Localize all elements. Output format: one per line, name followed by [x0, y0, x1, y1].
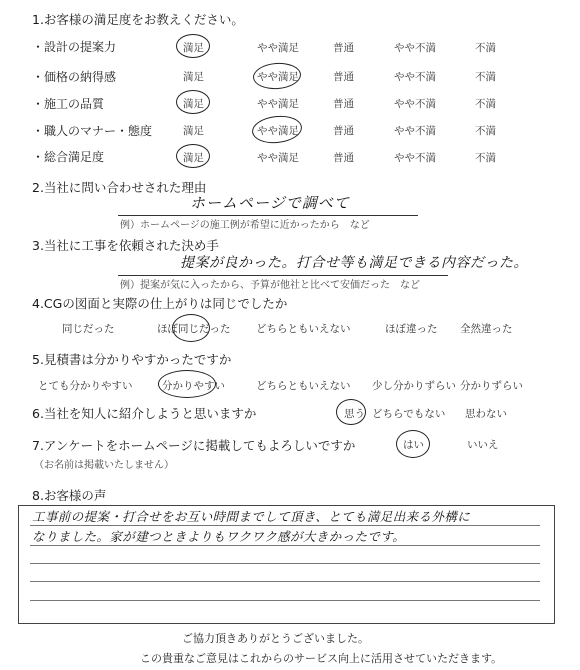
q1-option[interactable]: 満足 [183, 152, 204, 164]
q7-title: 7.アンケートをホームページに掲載してもよろしいですか [32, 438, 356, 453]
q4-option[interactable]: どちらともいえない [256, 323, 351, 335]
q7-option[interactable]: はい [403, 439, 424, 451]
q4-option[interactable]: ほぼ違った [385, 323, 438, 335]
selection-circle [172, 314, 210, 342]
q1-option[interactable]: 不満 [475, 42, 496, 54]
q2-handwritten-answer: ホームページで調べて [190, 194, 350, 212]
q2-example: 例）ホームページの施工例が希望に近かったから など [120, 220, 370, 231]
writing-line [30, 600, 540, 601]
q1-row-label: ・施工の品質 [32, 97, 105, 111]
q6-option[interactable]: 思う [344, 408, 365, 420]
q5-option[interactable]: 分かりずらい [460, 380, 523, 392]
footer-note: この貴重なご意見はこれからのサービス向上に活用させていただきます。 [140, 652, 503, 665]
q1-option[interactable]: 満足 [183, 42, 204, 54]
footer-thanks: ご協力頂きありがとうございました。 [182, 632, 369, 645]
selection-circle [176, 144, 210, 168]
q2-title: 2.当社に問い合わせされた理由 [32, 180, 207, 195]
selection-circle [176, 90, 210, 114]
selection-circle [158, 370, 216, 398]
q6-title: 6.当社を知人に紹介しようと思いますか [32, 406, 257, 421]
q1-row-label: ・職人のマナー・態度 [32, 124, 153, 138]
selection-circle [252, 61, 302, 90]
selection-circle [176, 34, 210, 58]
q1-option[interactable]: 不満 [475, 152, 496, 164]
q8-comment-line: 工事前の提案・打合せをお互い時間までして頂き、とても満足出来る外構に [32, 509, 471, 524]
q1-option[interactable]: 普通 [333, 152, 354, 164]
q4-option[interactable]: 同じだった [62, 323, 115, 335]
q1-option[interactable]: 普通 [333, 42, 354, 54]
writing-line [30, 545, 540, 546]
q3-handwritten-answer: 提案が良かった。打合せ等も満足できる内容だった。 [180, 255, 528, 271]
q1-option[interactable]: やや不満 [394, 71, 436, 83]
q4-title: 4.CGの図面と実際の仕上がりは同じでしたか [32, 296, 288, 311]
q4-option[interactable]: 全然違った [460, 323, 513, 335]
q1-option[interactable]: やや満足 [257, 71, 299, 83]
q5-option[interactable]: 少し分かりずらい [372, 380, 456, 392]
q8-title: 8.お客様の声 [32, 488, 107, 503]
q1-option[interactable]: やや不満 [394, 98, 436, 110]
q3-example: 例）提案が気に入ったから、予算が他社と比べて安価だった など [120, 280, 420, 291]
selection-circle [336, 399, 366, 425]
q1-option[interactable]: 普通 [333, 98, 354, 110]
q1-option[interactable]: 不満 [475, 98, 496, 110]
q7-option[interactable]: いいえ [467, 439, 499, 451]
q1-option[interactable]: やや不満 [394, 125, 436, 137]
q1-row-label: ・総合満足度 [32, 150, 105, 164]
q5-option[interactable]: とても分かりやすい [38, 380, 133, 392]
writing-line [30, 563, 540, 564]
q1-option[interactable]: やや満足 [257, 152, 299, 164]
q1-row-label: ・設計の提案力 [32, 40, 117, 54]
q1-option[interactable]: 満足 [183, 98, 204, 110]
q7-note: （お名前は掲載いたしません） [34, 460, 174, 471]
q6-option[interactable]: 思わない [465, 408, 507, 420]
q1-option[interactable]: やや不満 [394, 152, 436, 164]
selection-circle [396, 430, 430, 458]
q1-option[interactable]: 満足 [183, 125, 204, 137]
q5-option[interactable]: 分かりやすい [162, 380, 225, 392]
q3-title: 3.当社に工事を依頼された決め手 [32, 238, 219, 253]
q5-option[interactable]: どちらともいえない [256, 380, 351, 392]
q1-title: 1.お客様の満足度をお教えください。 [32, 12, 244, 27]
q1-option[interactable]: 不満 [475, 125, 496, 137]
q1-option[interactable]: やや不満 [394, 42, 436, 54]
q1-option[interactable]: 普通 [333, 125, 354, 137]
q1-option[interactable]: やや満足 [257, 125, 299, 137]
q1-option[interactable]: 満足 [183, 71, 204, 83]
q1-option[interactable]: 不満 [475, 71, 496, 83]
writing-line [30, 581, 540, 582]
q1-row-label: ・価格の納得感 [32, 70, 117, 84]
selection-circle [251, 113, 304, 145]
writing-line [30, 525, 540, 526]
q5-title: 5.見積書は分かりやすかったですか [32, 352, 232, 367]
q4-option[interactable]: ほぼ同じだった [157, 323, 231, 335]
q1-option[interactable]: やや満足 [257, 42, 299, 54]
q1-option[interactable]: やや満足 [257, 98, 299, 110]
q6-option[interactable]: どちらでもない [372, 408, 446, 420]
q8-comment-line: なりました。家が建つときよりもワクワク感が大きかったです。 [32, 529, 406, 544]
q1-option[interactable]: 普通 [333, 71, 354, 83]
